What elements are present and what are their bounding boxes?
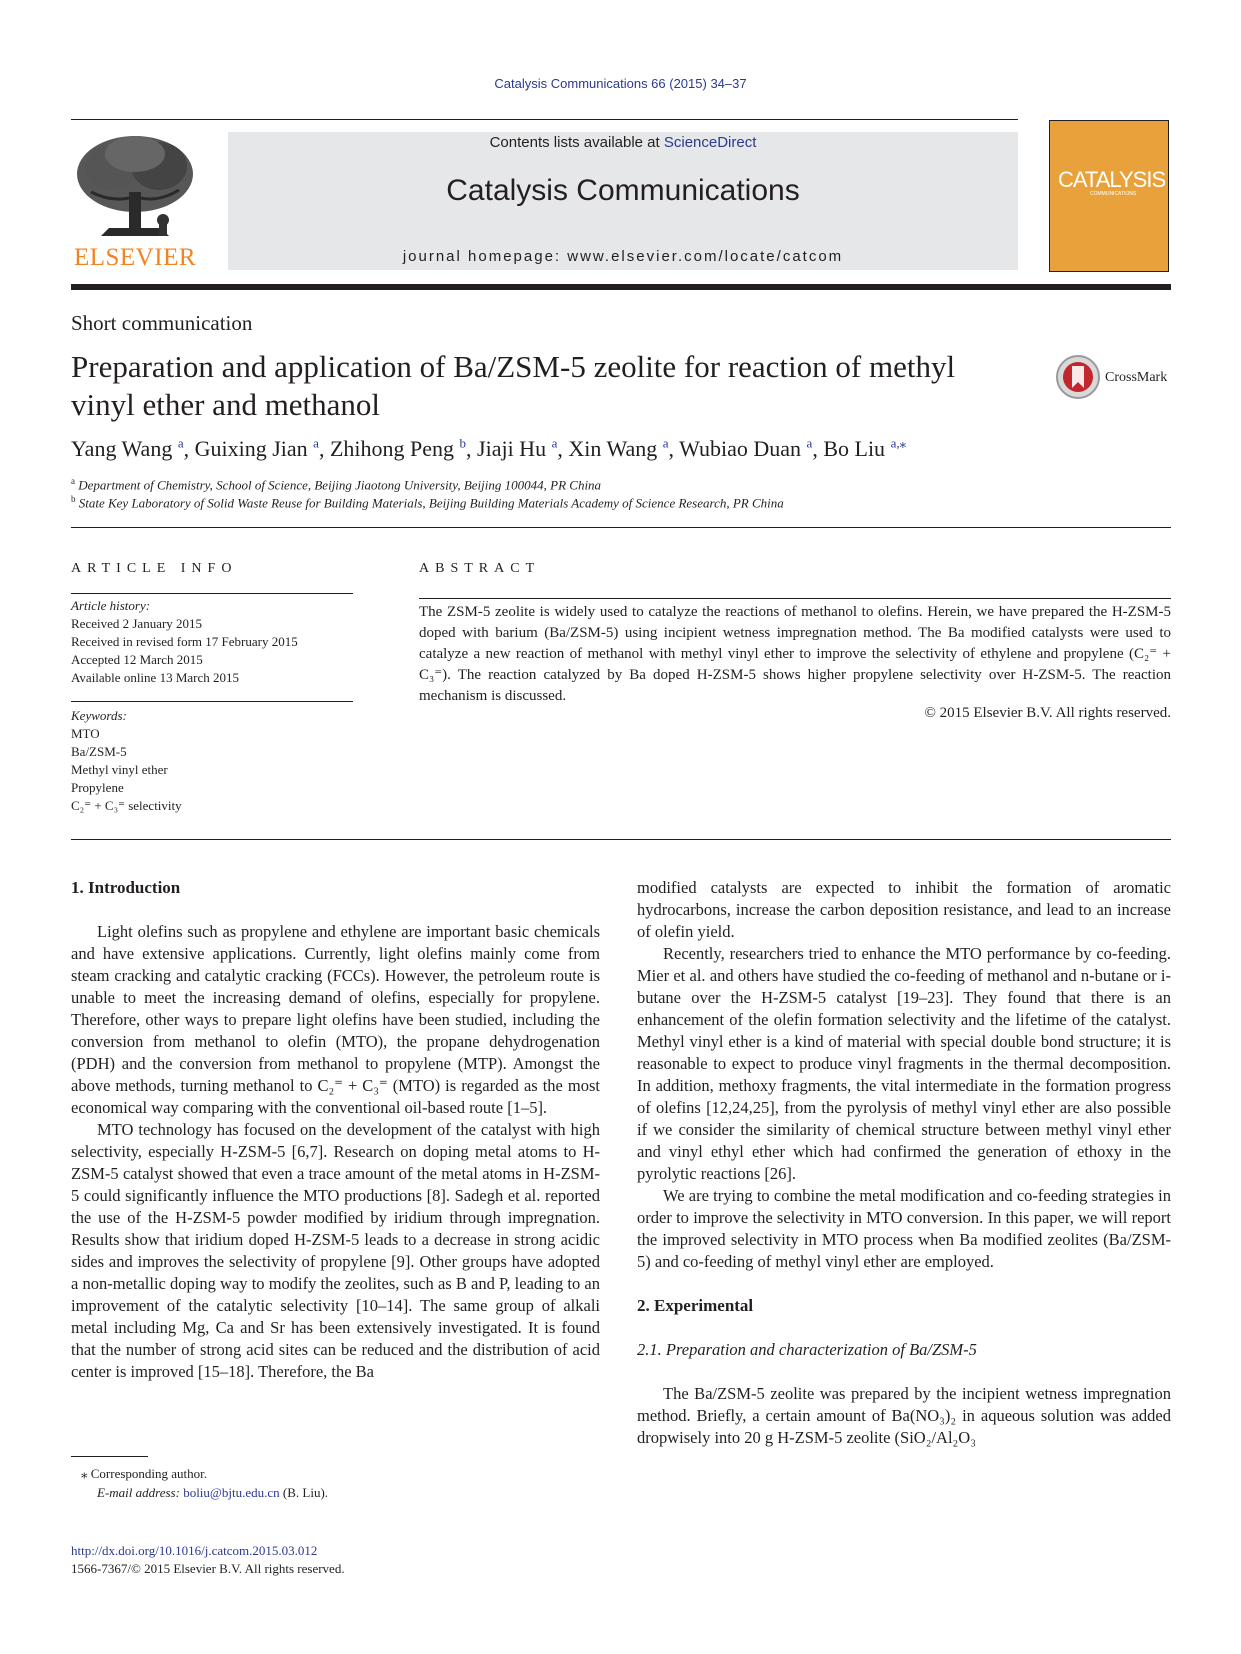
footnote bbox=[71, 1464, 591, 1502]
doi-link[interactable]: http://dx.doi.org/10.1016/j.catcom.2015.03.012 bbox=[71, 1543, 318, 1558]
rule bbox=[419, 598, 1171, 599]
tree-icon bbox=[71, 132, 199, 242]
issn-line: 1566-7367/© 2015 Elsevier B.V. All rights reserved. bbox=[71, 1561, 345, 1576]
doi-block bbox=[71, 1542, 345, 1578]
abstract-heading: ABSTRACT bbox=[419, 561, 541, 576]
cover-subtitle: COMMUNICATIONS bbox=[1090, 191, 1137, 197]
keyword: Propylene bbox=[71, 780, 124, 795]
keyword: C₂⁼ + C₃⁼ selectivity bbox=[71, 798, 182, 813]
top-rule bbox=[71, 119, 1018, 120]
header-thick-rule bbox=[71, 284, 1171, 290]
paragraph: modified catalysts are expected to inhibit the formation of aromatic hydrocarbons, increase the carbon deposition resistance, and lead to an increase of olefin yield. bbox=[637, 878, 1171, 941]
email-line bbox=[71, 1483, 591, 1502]
footnote-rule bbox=[71, 1456, 148, 1457]
keyword: Ba/ZSM-5 bbox=[71, 744, 127, 759]
corresponding-author: ⁎ Corresponding author. bbox=[81, 1466, 208, 1481]
author[interactable]: Yang Wang $^a$ bbox=[71, 436, 184, 462]
article-history bbox=[71, 597, 353, 687]
affiliation-b: $^b$ State Key Laboratory of Solid Waste Reuse for Building Materials, Beijing Building Materials Academy of Science Research, PR China bbox=[71, 494, 784, 511]
paragraph: Recently, researchers tried to enhance the MTO performance by co-feeding. Mier et al. and others have studied the co-feeding of methanol and n-butane or i-butane over the H-ZSM-5 catalyst [19–23]. They found that there is an enhancement of the olefin formation selectivity and the lifetime of the catalyst. Methyl vinyl ether is a kind of material with special double bond structure; it is reasonable to expect to produce vinyl fragments in the thermal decomposition. In addition, methoxy fragments, the vital intermediate in the formation progress of olefins [12,24,25], from the pyrolysis of methyl vinyl ether are also possible if we consider the similarity of chemical structure between methyl vinyl ether and vinyl ethyl ether which had confirmed the generation of ethoxy in the pyrolytic reactions [26]. bbox=[637, 944, 1171, 1183]
author[interactable]: Guixing Jian $^a$ bbox=[194, 436, 319, 462]
sciencedirect-link[interactable]: ScienceDirect bbox=[663, 134, 757, 151]
affiliation-a: $^a$ Department of Chemistry, School of Science, Beijing Jiaotong University, Beijing 100044, PR China bbox=[71, 476, 602, 493]
email-link[interactable]: boliu@bjtu.edu.cn bbox=[183, 1485, 280, 1500]
history-item: Accepted 12 March 2015 bbox=[71, 652, 203, 667]
journal-homepage[interactable]: journal homepage: www.elsevier.com/locate/catcom bbox=[402, 248, 844, 265]
rule bbox=[71, 701, 353, 702]
rule bbox=[71, 527, 1171, 528]
journal-reference[interactable]: Catalysis Communications 66 (2015) 34–37 bbox=[494, 76, 747, 91]
elsevier-wordmark: ELSEVIER bbox=[73, 244, 197, 271]
article-type: Short communication bbox=[71, 311, 253, 335]
rule bbox=[71, 839, 1171, 840]
email-suffix: (B. Liu). bbox=[279, 1485, 329, 1500]
article-title: Preparation and application of Ba/ZSM-5 zeolite for reaction of methyl vinyl ether and methanol bbox=[71, 349, 956, 422]
author[interactable]: Xin Wang $^a$ bbox=[568, 436, 669, 462]
journal-banner bbox=[228, 132, 1018, 270]
crossmark-badge[interactable] bbox=[1055, 354, 1173, 400]
contents-prefix: Contents lists available at bbox=[489, 134, 664, 151]
history-item: Available online 13 March 2015 bbox=[71, 670, 239, 685]
article-info-heading: ARTICLE INFO bbox=[71, 561, 238, 576]
author[interactable]: Bo Liu $^{a,⁎}$ bbox=[823, 436, 907, 462]
author[interactable]: Zhihong Peng $^b$ bbox=[329, 436, 467, 462]
elsevier-logo bbox=[71, 132, 199, 272]
paragraph: The Ba/ZSM-5 zeolite was prepared by the incipient wetness impregnation method. Briefly, a certain amount of Ba(NO₃)₂ in aqueous solution was added dropwisely into 20 g H-ZSM-5 zeolite (SiO₂/Al₂O₃ bbox=[637, 1384, 1171, 1447]
abstract-text: The ZSM-5 zeolite is widely used to catalyze the reactions of methanol to olefins. Herein, we have prepared the H-ZSM-5 doped with barium (Ba/ZSM-5) using incipient wetness impregnation method. The Ba modified catalysts were used to catalyze a new reaction of methanol with methyl vinyl ether to improve the selectivity of ethylene and propylene (C₂⁼ + C₃⁼). The reaction catalyzed by Ba doped H-ZSM-5 shows higher propylene selectivity over H-ZSM-5. The reaction mechanism is discussed. bbox=[419, 604, 1171, 704]
body-column-right bbox=[637, 877, 1171, 1449]
rule bbox=[71, 593, 353, 594]
keyword: Methyl vinyl ether bbox=[71, 762, 168, 777]
section-heading: 2. Experimental bbox=[637, 1296, 754, 1315]
email-label: E-mail address: bbox=[97, 1485, 184, 1500]
keywords bbox=[71, 707, 353, 815]
author[interactable]: Jiaji Hu $^a$ bbox=[477, 436, 558, 462]
author-list: Yang Wang $^a$, Guixing Jian $^a$, Zhihong Peng $^b$, Jiaji Hu $^a$, Xin Wang $^a$, Wubiao Duan $^a$, Bo Liu $^{a,⁎}$ bbox=[71, 436, 907, 462]
author[interactable]: Wubiao Duan $^a$ bbox=[679, 436, 813, 462]
paragraph: MTO technology has focused on the development of the catalyst with high selectivity, especially H-ZSM-5 [6,7]. Research on doping metal atoms to H-ZSM-5 catalyst showed that even a trace amount of the metal atoms in H-ZSM-5 could significantly influence the MTO productions [8]. Sadegh et al. reported the use of the H-ZSM-5 powder modified by iridium through impregnation. Results show that iridium doped H-ZSM-5 leads to a decrease in strong acidic sides and improves the selectivity of propylene [9]. Other groups have adopted a non-metallic doping way to modify the zeolites, such as B and P, leading to an improvement of the catalytic selectivity [10–14]. The same group of alkali metal including Mg, Ca and Sr has been extensively investigated. It is found that the number of strong acid sites can be reduced and the distribution of acid center is improved [15–18]. Therefore, the Ba bbox=[71, 1120, 600, 1381]
history-item: Received in revised form 17 February 2015 bbox=[71, 634, 298, 649]
journal-cover[interactable] bbox=[1049, 120, 1169, 272]
journal-title: Catalysis Communications bbox=[446, 174, 800, 207]
cover-title: CATALYSIS bbox=[1058, 167, 1166, 192]
paragraph: We are trying to combine the metal modification and co-feeding strategies in order to improve the selectivity in MTO conversion. In this paper, we will report the improved selectivity in MTO process when Ba modified zeolites (Ba/ZSM-5) and co-feeding of methyl vinyl ether are employed. bbox=[637, 1186, 1171, 1271]
keyword: MTO bbox=[71, 726, 100, 741]
abstract-copyright: © 2015 Elsevier B.V. All rights reserved. bbox=[924, 705, 1171, 721]
crossmark-icon bbox=[1055, 354, 1101, 400]
history-item: Received 2 January 2015 bbox=[71, 616, 203, 631]
paragraph: Light olefins such as propylene and ethylene are important basic chemicals and have extensive applications. Currently, light olefins mainly come from steam cracking and catalytic cracking (FCCs). However, the petroleum route is unable to meet the increasing demand of olefins, especially for propylene. Therefore, other ways to prepare light olefins have been studied, including the conversion from methanol to olefin (MTO), the propane dehydrogenation (PDH) and the conversion from methanol to propylene (MTP). Amongst the above methods, turning methanol to C₂⁼ + C₃⁼ (MTO) is regarded as the most economical way comparing with the conventional oil-based route [1–5]. bbox=[71, 922, 600, 1117]
keywords-label: Keywords: bbox=[71, 708, 127, 723]
section-heading: 1. Introduction bbox=[71, 878, 181, 897]
body-column-left bbox=[71, 877, 600, 1383]
crossmark-label: CrossMark bbox=[1105, 370, 1168, 385]
contents-line bbox=[228, 134, 1018, 151]
subsection-heading: 2.1. Preparation and characterization of Ba/ZSM-5 bbox=[637, 1340, 977, 1359]
history-label: Article history: bbox=[71, 598, 151, 613]
